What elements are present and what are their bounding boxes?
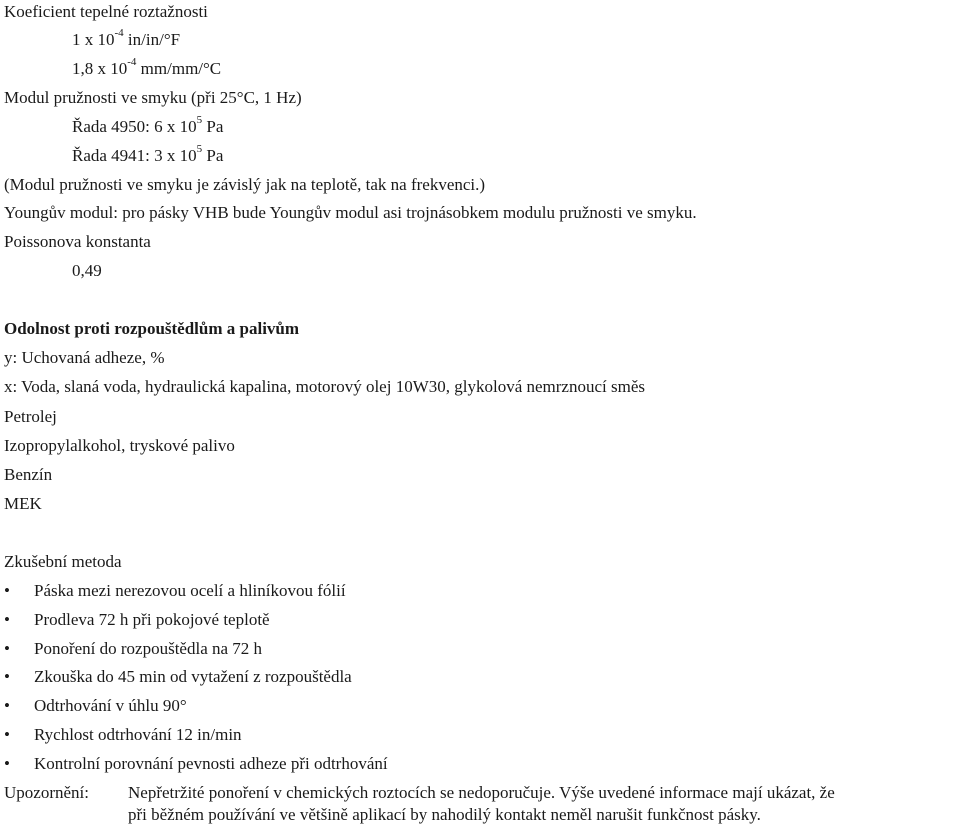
bullet-icon: • bbox=[4, 667, 10, 686]
solvent-item: Izopropylalkohol, tryskové palivo bbox=[4, 436, 235, 455]
bullet-icon: • bbox=[4, 754, 10, 773]
solvent-item: Petrolej bbox=[4, 407, 57, 426]
warning-line: Nepřetržité ponoření v chemických roztocích se nedoporučuje. Výše uvedené informace mají ukázat, že bbox=[128, 783, 835, 802]
shear-note: (Modul pružnosti ve smyku je závislý jak na teplotě, tak na frekvenci.) bbox=[4, 175, 486, 194]
poisson-title: Poissonova konstanta bbox=[4, 232, 151, 251]
warning-line: při běžném používání ve většině aplikací by nahodilý kontakt neměl narušit funkčnost pásky. bbox=[128, 805, 761, 824]
poisson-value: 0,49 bbox=[72, 261, 102, 280]
solvent-item: Benzín bbox=[4, 465, 53, 484]
thermal-imperial: 1 x $10^{-4}$ in/in/°F bbox=[72, 27, 181, 49]
bullet-icon: • bbox=[4, 581, 10, 600]
shear-r4950: Řada 4950: 6 x $10^5$ Pa bbox=[72, 114, 224, 136]
solvent-y-axis: y: Uchovaná adheze, % bbox=[4, 348, 165, 367]
thermal-title: Koeficient tepelné roztažnosti bbox=[4, 2, 208, 21]
document-page: Koeficient tepelné roztažnosti 1 x $10^{-4}$ in/in/°F 1,8 x $10^{-4}$ mm/mm/°C Modul pružnosti ve smyku (při 25°C, 1 Hz) Řada 4950: 6 x $10^5$ Pa Řada 4941: 3 x $10^5$ Pa (Modul pružnosti ve smyku je závislý jak na teplotě, tak na frekvenci.) Youngův modul: pro pásky VHB bude Youngův modul asi trojnásobkem modulu pružnosti ve smyku. Poissonova konstanta 0,49 Odolnost proti rozpouštědlům a palivům y: Uchovaná adheze, % x: Voda, slaná voda, hydraulická kapalina, motorový olej 10W30, glykolová nemrznoucí směs Petrolej Izopropylalkohol, tryskové palivo Benzín MEK Zkušební metoda • Páska mezi nerezovou ocelí a hliníkovou fólií • Prodleva 72 h při pokojové teplotě • Ponoření do rozpouštědla na 72 h • Zkouška do 45 min od vytažení z rozpouštědla • Odtrhování v úhlu 90° • Rychlost odtrhování 12 in/min • Kontrolní porovnání pevnosti adheze při odtrhování Upozornění: Nepřetržité ponoření v chemických roztocích se nedoporučuje. Výše uvedené informace mají ukázat, že při běžném používání ve většině aplikací by nahodilý kontakt neměl narušit funkčnost pásky. bbox=[0, 0, 959, 829]
method-title: Zkušební metoda bbox=[4, 552, 122, 571]
bullet-icon: • bbox=[4, 610, 10, 629]
bullet-icon: • bbox=[4, 639, 10, 658]
bullet-icon: • bbox=[4, 725, 10, 744]
shear-title: Modul pružnosti ve smyku (při 25°C, 1 Hz) bbox=[4, 88, 302, 107]
solvent-item: MEK bbox=[4, 494, 42, 513]
thermal-metric: 1,8 x $10^{-4}$ mm/mm/°C bbox=[72, 56, 222, 78]
solvent-title: Odolnost proti rozpouštědlům a palivům bbox=[4, 319, 300, 338]
solvent-x-axis: x: Voda, slaná voda, hydraulická kapalina, motorový olej 10W30, glykolová nemrznoucí směs bbox=[4, 377, 645, 396]
shear-r4941: Řada 4941: 3 x $10^5$ Pa bbox=[72, 143, 224, 165]
young-modulus: Youngův modul: pro pásky VHB bude Youngův modul asi trojnásobkem modulu pružnosti ve smyku. bbox=[4, 203, 697, 222]
bullet-icon: • bbox=[4, 696, 10, 715]
warning-text bbox=[128, 782, 958, 826]
warning-label: Upozornění: bbox=[4, 783, 89, 802]
